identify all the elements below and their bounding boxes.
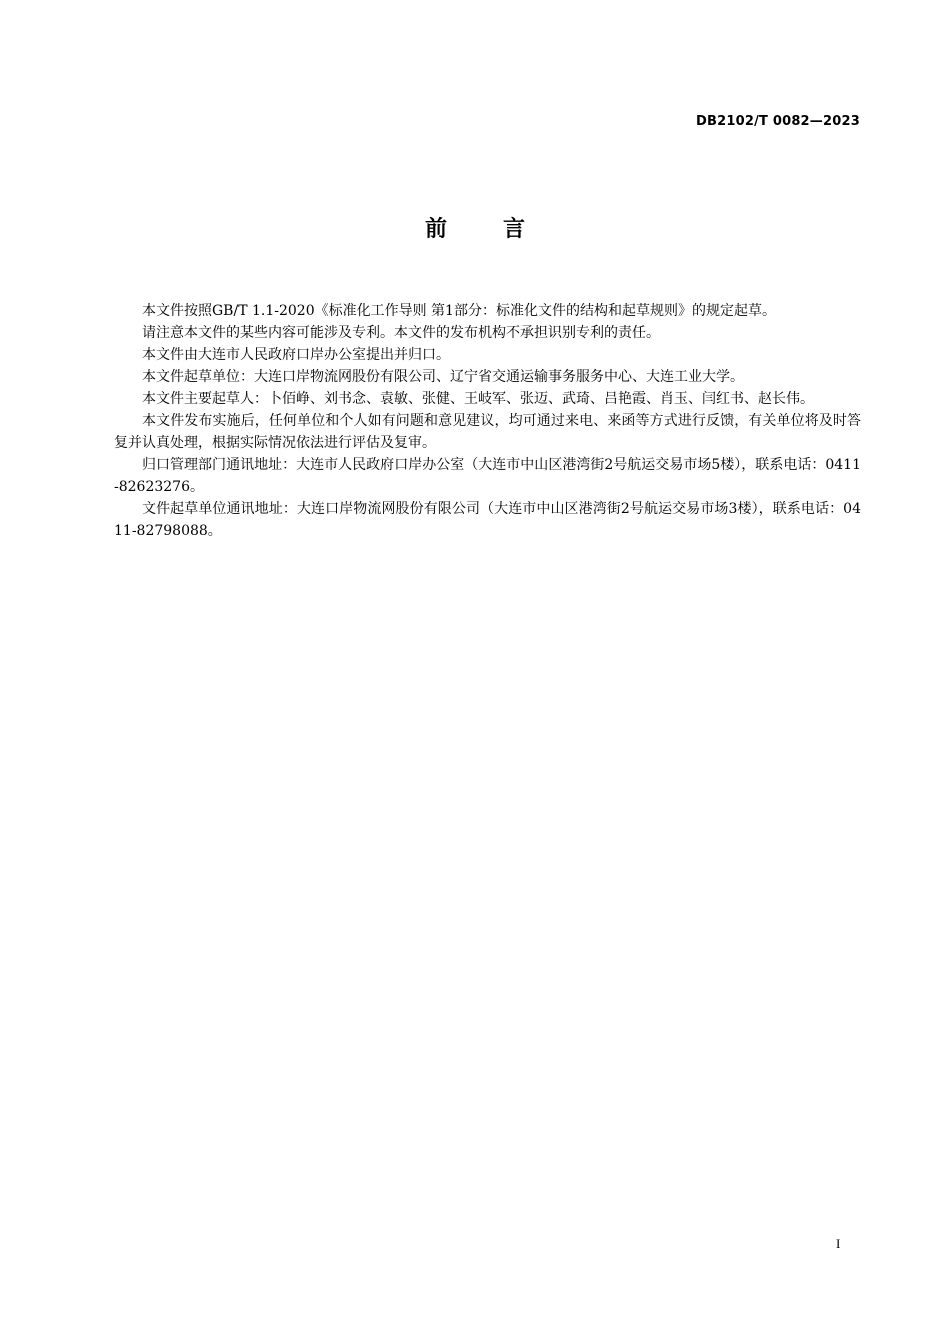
page-title: 前言 bbox=[424, 217, 581, 242]
paragraph-drafter-address: 文件起草单位通讯地址：大连口岸物流网股份有限公司（大连市中山区港湾街2号航运交易市场3楼），联系电话：0411-82798088。 bbox=[114, 501, 861, 539]
paragraph-proposer: 本文件由大连市人民政府口岸办公室提出并归口。 bbox=[142, 347, 450, 363]
paragraph-drafters: 本文件主要起草人：卜佰峥、刘书念、袁敏、张健、王岐军、张迈、武琦、吕艳霞、肖玉、闫红书、赵长伟。 bbox=[142, 391, 814, 407]
paragraph-drafting-rules: 本文件按照GB/T 1.1-2020《标准化工作导则 第1部分：标准化文件的结构和起草规则》的规定起草。 bbox=[142, 303, 776, 319]
document-number: DB2102/T 0082—2023 bbox=[696, 114, 860, 129]
paragraph-feedback: 本文件发布实施后，任何单位和个人如有问题和意见建议，均可通过来电、来函等方式进行反馈，有关单位将及时答复并认真处理，根据实际情况依法进行评估及复审。 bbox=[114, 413, 861, 451]
paragraph-drafting-units: 本文件起草单位：大连口岸物流网股份有限公司、辽宁省交通运输事务服务中心、大连工业大学。 bbox=[142, 369, 744, 385]
foreword-body bbox=[114, 300, 861, 542]
paragraph-admin-address: 归口管理部门通讯地址：大连市人民政府口岸办公室（大连市中山区港湾街2号航运交易市场5楼），联系电话：0411-82623276。 bbox=[114, 457, 861, 495]
paragraph-patent-notice: 请注意本文件的某些内容可能涉及专利。本文件的发布机构不承担识别专利的责任。 bbox=[142, 325, 660, 341]
page-number: I bbox=[836, 1236, 841, 1251]
